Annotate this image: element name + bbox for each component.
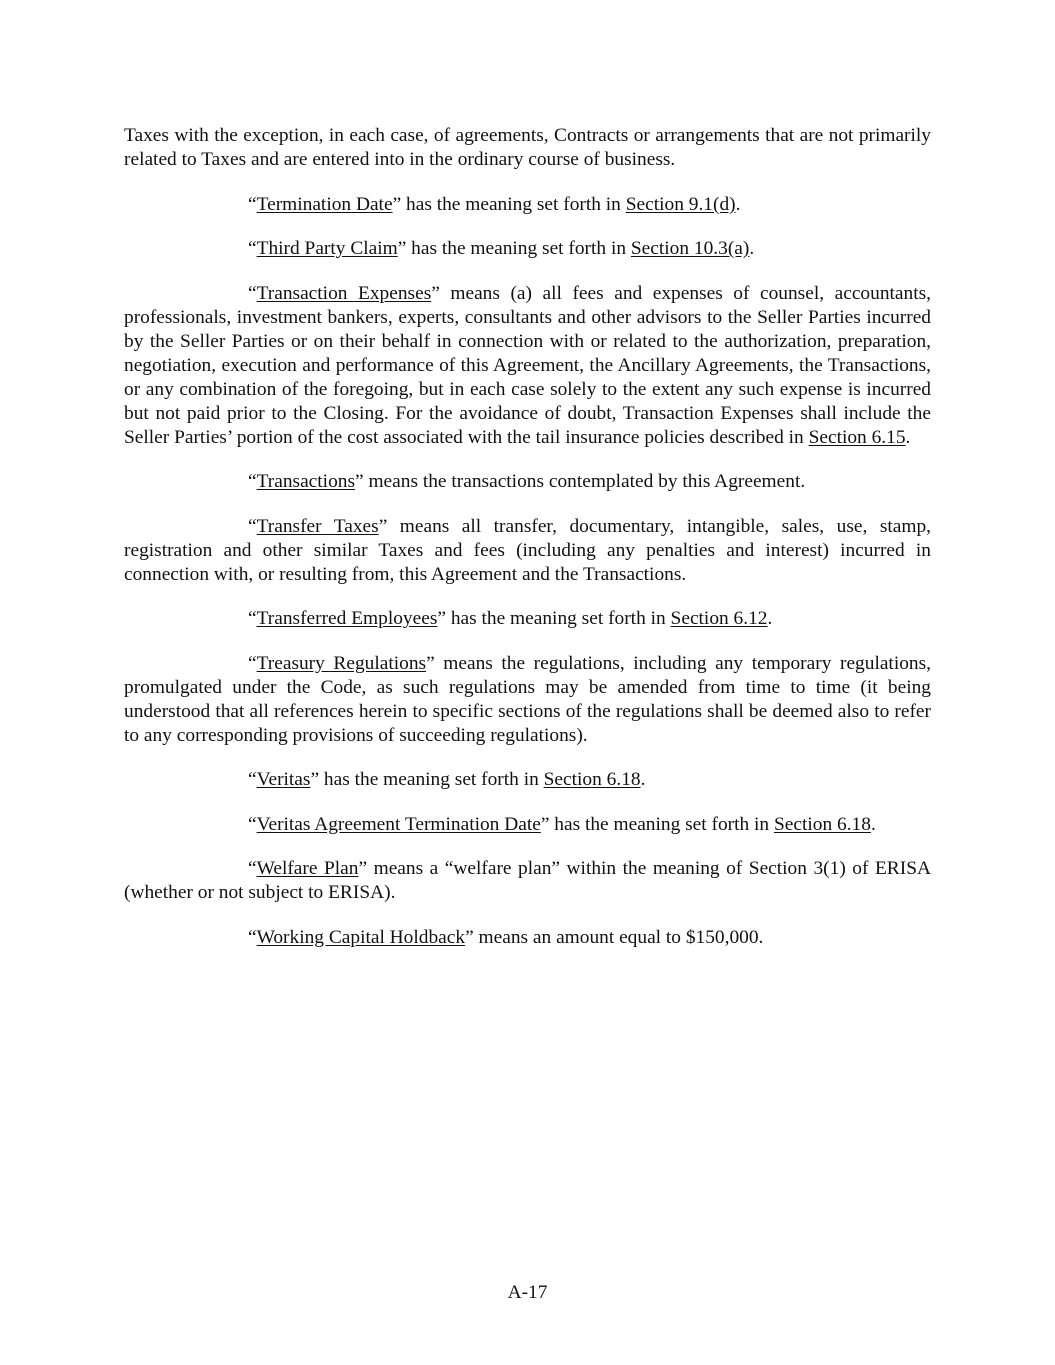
definition-treasury-regulations: “Treasury Regulations” means the regulations, including any temporary regulations, promulgated under the Code, as such regulations may be amended from time to time (it being understood that all references herein to specific sections of the regulations shall be deemed also to refer to any corresponding provisions of succeeding regulations).: [124, 652, 931, 746]
definition-veritas-agreement-termination-date: “Veritas Agreement Termination Date” has the meaning set forth in Section 6.18.: [248, 813, 876, 835]
section-reference: Section 10.3(a): [630, 238, 750, 259]
defined-term: Third Party Claim: [256, 238, 398, 259]
section-reference: Section 9.1(d): [625, 193, 736, 215]
definition-welfare-plan: “Welfare Plan” means a “welfare plan” within the meaning of Section 3(1) of ERISA (whether or not subject to ERISA).: [124, 858, 931, 903]
section-reference: Section 6.12: [670, 608, 768, 629]
defined-term: Transactions: [256, 471, 356, 492]
intro-paragraph: Taxes with the exception, in each case, of agreements, Contracts or arrangements that are not primarily related to Taxes and are entered into in the ordinary course of business.: [124, 125, 931, 170]
section-reference: Section 6.15: [808, 426, 906, 448]
page-number: A-17: [507, 1282, 548, 1303]
defined-term: Transaction Expenses: [256, 282, 432, 304]
definition-veritas: “Veritas” has the meaning set forth in Section 6.18.: [248, 769, 646, 790]
definition-transactions: “Transactions” means the transactions contemplated by this Agreement.: [248, 471, 806, 492]
defined-term: Termination Date: [256, 193, 393, 215]
defined-term: Welfare Plan: [256, 858, 359, 879]
definition-transfer-taxes: “Transfer Taxes” means all transfer, documentary, intangible, sales, use, stamp, registration and other similar Taxes and fees (including any penalties and interest) incurred in connection with, or resulting from, this Agreement and the Transactions.: [124, 515, 931, 585]
defined-term: Transfer Taxes: [256, 515, 379, 537]
document-body: [124, 124, 931, 950]
section-reference: Section 6.18: [543, 769, 641, 790]
defined-term: Veritas Agreement Termination Date: [256, 813, 541, 835]
defined-term: Working Capital Holdback: [256, 926, 466, 948]
definition-transaction-expenses: “Transaction Expenses” means (a) all fees and expenses of counsel, accountants, professionals, investment bankers, experts, consultants and other advisors to the Seller Parties incurred by the Seller Parties or on their behalf in connection with or related to the authorization, preparation, negotiation, execution and performance of this Agreement, the Ancillary Agreements, the Transactions, or any combination of the foregoing, but in each case solely to the extent any such expense is incurred but not paid prior to the Closing. For the avoidance of doubt, Transaction Expenses shall include the Seller Parties’ portion of the cost associated with the tail insurance policies described in Section 6.15.: [124, 282, 931, 448]
defined-term: Transferred Employees: [256, 608, 438, 629]
section-reference: Section 6.18: [773, 813, 871, 835]
defined-term: Veritas: [256, 769, 311, 790]
definition-third-party-claim: “Third Party Claim” has the meaning set forth in Section 10.3(a).: [248, 238, 755, 259]
definition-termination-date: “Termination Date” has the meaning set forth in Section 9.1(d).: [248, 193, 741, 215]
definition-working-capital-holdback: “Working Capital Holdback” means an amount equal to $150,000.: [248, 926, 764, 948]
definition-transferred-employees: “Transferred Employees” has the meaning set forth in Section 6.12.: [248, 608, 773, 629]
defined-term: Treasury Regulations: [256, 652, 427, 674]
